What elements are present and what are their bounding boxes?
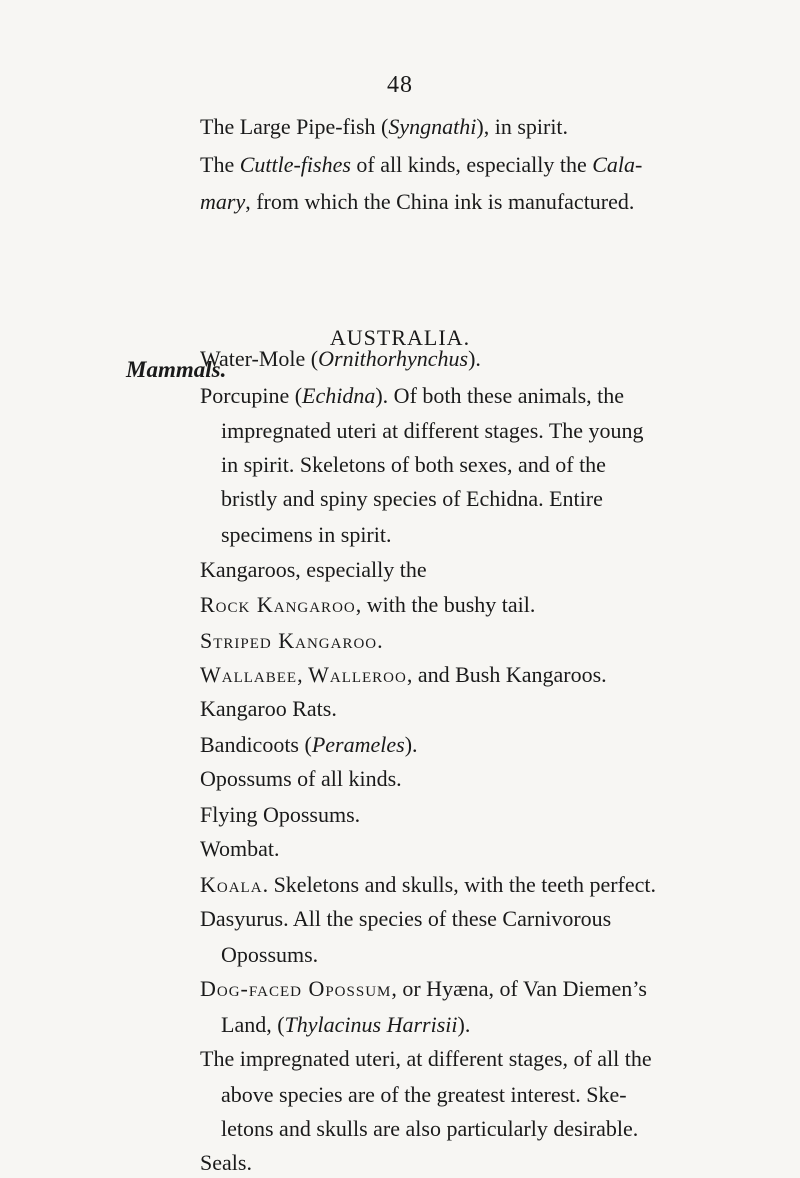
text-segment: above species are of the greatest interest. Ske- bbox=[221, 1082, 627, 1107]
entry-line bbox=[200, 764, 402, 794]
text-segment: Wallabee bbox=[200, 662, 298, 687]
entry-line bbox=[200, 590, 535, 620]
text-segment: Cuttle-fishes bbox=[239, 152, 351, 177]
text-segment: in spirit. Skeletons of both sexes, and of the bbox=[221, 452, 606, 477]
entry-line bbox=[221, 1114, 638, 1144]
entry-line bbox=[221, 450, 606, 480]
text-segment: Kangaroos, especially the bbox=[200, 557, 427, 582]
entry-line bbox=[200, 974, 647, 1004]
text-segment: The impregnated uteri, at different stages, of all the bbox=[200, 1046, 652, 1071]
entry-line bbox=[200, 1148, 252, 1178]
entry-line bbox=[221, 940, 318, 970]
text-segment: Perameles bbox=[311, 732, 405, 757]
text-segment: Koala bbox=[200, 872, 263, 897]
text-segment: , with the bushy tail. bbox=[355, 592, 536, 617]
entry-line bbox=[200, 730, 418, 760]
text-segment: The Large Pipe-fish ( bbox=[200, 114, 389, 139]
text-segment: , and Bush Kangaroos. bbox=[406, 662, 607, 687]
intro-line bbox=[200, 187, 634, 217]
text-segment: Dog-faced Opossum bbox=[200, 976, 392, 1001]
text-segment: Kangaroo Rats. bbox=[200, 696, 337, 721]
text-segment: Wombat. bbox=[200, 836, 280, 861]
entry-line bbox=[200, 555, 427, 585]
text-segment: Ornithorhynchus bbox=[318, 346, 469, 371]
text-segment: Porcupine ( bbox=[200, 383, 303, 408]
text-segment: , or Hyæna, of Van Diemen’s bbox=[391, 976, 647, 1001]
text-segment: Land, ( bbox=[221, 1012, 285, 1037]
text-segment: Water-Mole ( bbox=[200, 346, 319, 371]
text-segment: . Skeletons and skulls, with the teeth perfect. bbox=[262, 872, 657, 897]
text-segment: Syngnathi bbox=[388, 114, 477, 139]
text-segment: Striped Kangaroo bbox=[200, 628, 378, 653]
section-title: Mammals. bbox=[126, 357, 227, 382]
text-segment: ). bbox=[457, 1012, 471, 1037]
text-segment: of all kinds, especially the bbox=[350, 152, 593, 177]
page-number: 48 bbox=[387, 72, 413, 98]
text-segment: Cala- bbox=[592, 152, 643, 177]
text-segment: Flying Opossums. bbox=[200, 802, 361, 827]
text-segment: Opossums of all kinds. bbox=[200, 766, 402, 791]
text-segment: Thylacinus Harrisii bbox=[284, 1012, 458, 1037]
entry-line bbox=[200, 800, 360, 830]
intro-line bbox=[200, 112, 568, 142]
region-heading: AUSTRALIA. bbox=[329, 325, 471, 350]
text-segment: . bbox=[377, 628, 383, 653]
entry-line bbox=[200, 381, 624, 411]
entry-line bbox=[200, 344, 481, 374]
entry-line bbox=[221, 484, 603, 514]
text-segment: Bandicoots ( bbox=[200, 732, 312, 757]
intro-line bbox=[200, 150, 642, 180]
text-segment: Echidna bbox=[302, 383, 376, 408]
text-segment: Rock Kangaroo bbox=[200, 592, 356, 617]
text-segment: The bbox=[200, 152, 240, 177]
entry-line bbox=[200, 626, 383, 656]
entry-line bbox=[221, 416, 644, 446]
entry-line bbox=[200, 870, 656, 900]
text-segment: Opossums. bbox=[221, 942, 319, 967]
text-segment: Seals. bbox=[200, 1150, 252, 1175]
entry-line bbox=[221, 1010, 470, 1040]
text-segment: bristly and spiny species of Echidna. Entire bbox=[221, 486, 603, 511]
text-segment: ). Of both these animals, the bbox=[375, 383, 625, 408]
entry-line bbox=[221, 1080, 627, 1110]
text-segment: ). bbox=[468, 346, 481, 371]
text-segment: ). bbox=[404, 732, 418, 757]
text-segment: mary bbox=[200, 189, 246, 214]
entry-line bbox=[200, 694, 337, 724]
text-segment: , from which the China ink is manufactured. bbox=[245, 189, 635, 214]
text-segment: specimens in spirit. bbox=[221, 522, 392, 547]
text-segment: impregnated uteri at different stages. The young bbox=[221, 418, 644, 443]
entry-line bbox=[200, 660, 607, 690]
entry-line bbox=[221, 520, 391, 550]
text-segment: , bbox=[297, 662, 309, 687]
text-segment: Dasyurus. All the species of these Carnivorous bbox=[200, 906, 612, 931]
text-segment: letons and skulls are also particularly desirable. bbox=[221, 1116, 639, 1141]
entry-line bbox=[200, 834, 280, 864]
text-segment: Walleroo bbox=[308, 662, 407, 687]
entry-line bbox=[200, 1044, 652, 1074]
text-segment: ), in spirit. bbox=[476, 114, 569, 139]
entry-line bbox=[200, 904, 611, 934]
